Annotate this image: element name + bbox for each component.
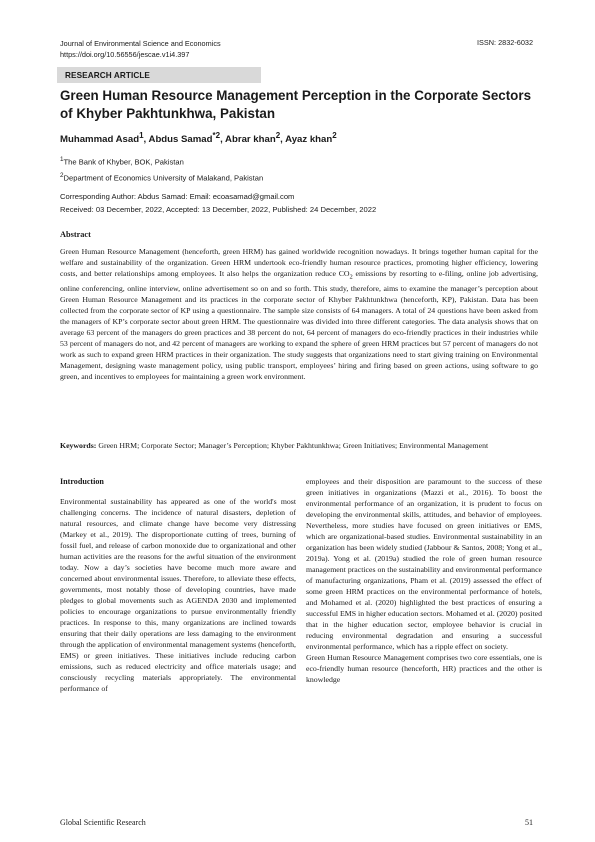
affiliation: $^1$The Bank of Khyber, BOK, Pakistan — [60, 156, 184, 167]
article-type-label: RESEARCH ARTICLE — [65, 71, 150, 80]
footer-publisher: Global Scientific Research — [60, 818, 146, 827]
issn: ISSN: 2832-6032 — [477, 38, 533, 47]
affiliations — [60, 153, 263, 184]
keywords-label: Keywords: — [60, 441, 97, 450]
author-sup: 2 — [332, 131, 337, 140]
author: Abdus Samad — [148, 134, 213, 146]
paragraph: employees and their disposition are paramount to the success of these green initiatives in organizations (Mazzi et al., 2016). To boost the environmental performance of an organization, it is prudent to focus on developing the environmental skills, attitudes, and behavior of employees. Nevertheless, more studies have focused on green initiatives or EMS, which are organizational-based studies. Environmental sustainability in an organization has been widely studied (Jabbour & Santos, 2008; Yong et al., 2019a). Yong et al. (2019a) studied the role of green human resource management practices on the sustainability and environmental performance of manufacturing organizations, Pham et al. (2019) assessed the effect of some green HRM practices on the environmental performance of hotels, and Mohamed et al. (2020) highlighted the best practices of ensuring a successful EMS in higher education sectors. Mohamed et al. (2020) posited that in the higher education sector, employee behavior is crucial in reducing environmental degradation and ensuring a successful environmental performance, which has a ripple effect on society. — [306, 477, 542, 651]
keywords-text: Green HRM; Corporate Sector; Manager’s Perception; Khyber Pakhtunkhwa; Green Initiatives; Environmental Management — [96, 441, 489, 450]
doi-link[interactable]: https://doi.org/10.56556/jescae.v1i4.397 — [60, 50, 190, 59]
corresponding-author: Corresponding Author: Abdus Samad: Email: ecoasamad@gmail.com — [60, 192, 295, 201]
paragraph: Environmental sustainability has appeared as one of the world's most challenging concerns. The incidence of natural disasters, depletion of natural resources, and climate change have become very distressing (Markey et al., 2019). The disproportionate cutting of trees, burning of fossil fuel, and release of carbon monoxide due to organizational and other human activities are the reasons for the awful situation of the environment today. Now a day’s societies have become much more aware and concerned about environmental issues. Therefore, to alleviate these effects, governments, most notably those of developing countries, have made pledges to global movements such as AGENDA 2030 and implemented policies to encourage organizations to pursue environmentally friendly practices. In response to this, many organizations are inclined towards ensuring that their daily operations are less damaging to the environment through the application of environmental management systems (henceforth, EMS) or green initiatives. These initiatives include reducing carbon emissions, such as reduced electricity and office materials usage; and consciously recycling materials appropriately. The environmental performance of — [60, 497, 297, 693]
page-number: 51 — [525, 818, 533, 827]
author: Abrar khan — [225, 134, 276, 146]
journal-name: Journal of Environmental Science and Economics — [60, 39, 221, 48]
body-column-left — [60, 476, 296, 694]
correspondence-block — [60, 190, 376, 216]
body-column-right — [306, 476, 542, 685]
author-sup: 2 — [275, 131, 281, 140]
paragraph: Green Human Resource Management comprises two core essentials, one is eco-friendly human resource (henceforth, HR) practices and the other is knowledge — [306, 653, 542, 684]
paper-title: Green Human Resource Management Perception in the Corporate Sectors of Khyber Pakhtunkhwa, Pakistan — [60, 88, 532, 121]
author: Muhammad Asad — [60, 134, 140, 146]
author-sup: 1 — [139, 131, 144, 140]
keywords — [60, 440, 538, 451]
introduction-heading: Introduction — [60, 477, 104, 486]
author-list: Muhammad Asad$^1$, Abdus Samad$^{*2}$, Abrar khan$^2$, Ayaz khan$^2$ — [60, 131, 337, 146]
publication-dates: Received: 03 December, 2022, Accepted: 13 December, 2022, Published: 24 December, 2022 — [60, 205, 377, 214]
author: Ayaz khan — [285, 134, 333, 146]
author-sup: *2 — [212, 131, 221, 140]
running-header — [60, 38, 221, 60]
affiliation: $^2$Department of Economics University of Malakand, Pakistan — [60, 171, 264, 183]
abstract-text: Green Human Resource Management (henceforth, green HRM) has gained worldwide recognition nowadays. It brings together human capital for the welfare and sustainability of the organization. Green HRM undertook eco-friendly human resource practices, promoting higher efficiency, lowering costs, and better relationships among employees. It also helps the organization reduce $CO_2$ emissions by resorting to e-filing, online job advertising, online conferencing, online interview, online advertisement so on and so forth. This study, therefore, aims to examine the manager’s perception about Green Human Resource Management and its practices in the corporate sector of Khyber Pakhtunkhwa (henceforth, KP), Pakistan. Data has been collected from the corporate sector of KP using a questionnaire. The sample size consists of 64 managers. A total of 24 questions have been asked from the managers of KP’s corporate sector about green HRM. The questionnaire was divided into three different categories. The data analysis shows that on average 63 percent of the managers do green practices and 38 percent do not, 64 percent of managers do eco-friendly practices in their industries while 53 percent of managers do not, and 42 percent of managers are working to expand the sphere of green HRM practices but 57 percent of managers do not work as such to expand green HRM practices in their organization. The study suggests that organizations need to start giving training on Environmental Management, designing waste management policy, using public transport, employees’ hiring and firing based on green actions, using software to go green, and incentives to employees for maintaining a green work environment. — [60, 247, 538, 381]
abstract-heading: Abstract — [60, 230, 91, 239]
